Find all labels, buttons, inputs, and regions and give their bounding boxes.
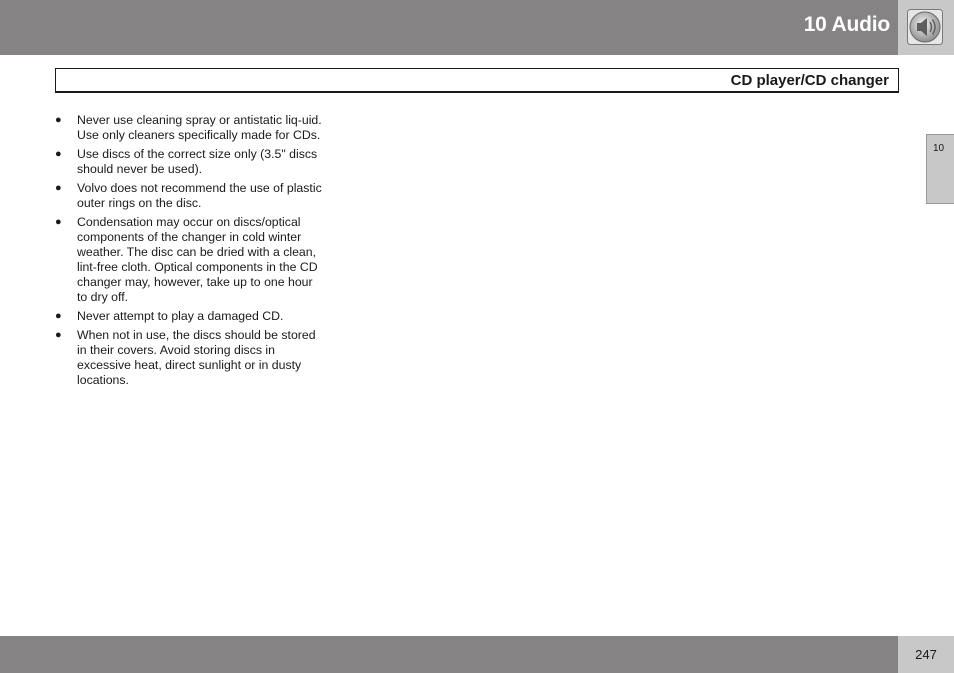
list-item-text: Never use cleaning spray or antistatic liq-uid. Use only cleaners specifically made for CDs. bbox=[77, 113, 322, 142]
list-item bbox=[55, 181, 325, 211]
bullet-icon: ● bbox=[55, 182, 62, 194]
bullet-icon: ● bbox=[55, 310, 62, 322]
bullet-icon: ● bbox=[55, 114, 62, 126]
speaker-icon bbox=[907, 9, 943, 45]
list-item-text: Use discs of the correct size only (3.5" discs should never be used). bbox=[77, 147, 318, 176]
care-instructions-list bbox=[55, 113, 325, 392]
page-number-box bbox=[898, 636, 954, 673]
list-item bbox=[55, 113, 325, 143]
list-item bbox=[55, 309, 325, 324]
header-bar bbox=[0, 0, 898, 55]
section-header bbox=[55, 68, 899, 93]
section-title: CD player/CD changer bbox=[730, 72, 889, 89]
page-number: 247 bbox=[915, 647, 937, 662]
bullet-icon: ● bbox=[55, 216, 62, 228]
side-tab-label: 10 bbox=[933, 143, 945, 154]
bullet-icon: ● bbox=[55, 148, 62, 160]
chapter-icon-box bbox=[898, 0, 954, 55]
footer-bar bbox=[0, 636, 898, 673]
list-item bbox=[55, 147, 325, 177]
list-item bbox=[55, 215, 325, 305]
list-item-text: Condensation may occur on discs/optical components of the changer in cold winter weather. The disc can be dried with a clean, lint-free cloth. Optical components in the CD changer may, however, take up to one hour to dry off. bbox=[77, 215, 318, 304]
list-item-text: Volvo does not recommend the use of plastic outer rings on the disc. bbox=[77, 181, 322, 210]
bullet-icon: ● bbox=[55, 329, 62, 341]
list-item-text: When not in use, the discs should be stored in their covers. Avoid storing discs in excessive heat, direct sunlight or in dusty locations. bbox=[77, 328, 316, 387]
chapter-side-tab[interactable] bbox=[926, 134, 954, 204]
chapter-title: 10 Audio bbox=[803, 13, 890, 36]
list-item bbox=[55, 328, 325, 388]
list-item-text: Never attempt to play a damaged CD. bbox=[77, 309, 284, 323]
